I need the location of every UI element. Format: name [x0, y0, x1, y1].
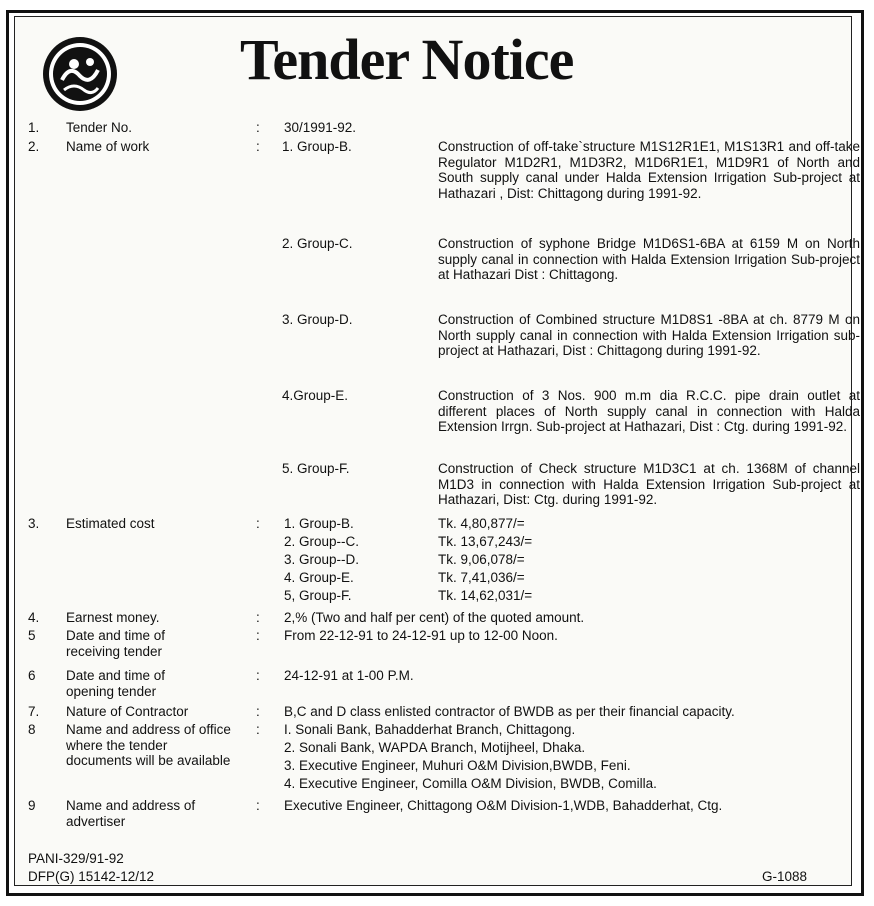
cost-amount: Tk. 9,06,078/= — [438, 552, 525, 567]
item-number: 7. — [28, 704, 40, 719]
office-address: 4. Executive Engineer, Comilla O&M Division, BWDB, Comilla. — [284, 776, 657, 791]
colon: : — [256, 668, 260, 683]
advertiser-value: Executive Engineer, Chittagong O&M Division-1,WDB, Bahadderhat, Ctg. — [284, 798, 723, 813]
colon: : — [256, 704, 260, 719]
cost-amount: Tk. 14,62,031/= — [438, 588, 533, 603]
item-number: 9 — [28, 798, 36, 813]
item-number: 3. — [28, 516, 40, 531]
item-label: Name of work — [66, 139, 150, 154]
work-description: Construction of syphone Bridge M1D6S1-6BA at 6159 M on North supply canal in connection with Halda Extension Irrigation Sub-project at Hathazari Dist : Chittagong. — [438, 236, 860, 282]
item-label: Nature of Contractor — [66, 704, 189, 719]
cost-group: 5, Group-F. — [284, 588, 352, 603]
work-description: Construction of Combined structure M1D8S1 -8BA at ch. 8779 M on North supply canal in connection with Halda Extension Irrigation sub-project at Hathazari, Dist : Chittagong during 1991-92. — [438, 312, 860, 358]
cost-group: 2. Group--C. — [284, 534, 360, 549]
cost-group: 4. Group-E. — [284, 570, 354, 585]
colon: : — [256, 120, 260, 135]
colon: : — [256, 798, 260, 813]
colon: : — [256, 139, 260, 154]
colon: : — [256, 610, 260, 625]
cost-amount: Tk. 7,41,036/= — [438, 570, 525, 585]
ad-code: G-1088 — [762, 869, 808, 884]
contractor-value: B,C and D class enlisted contractor of BWDB as per their financial capacity. — [284, 704, 735, 719]
work-group: 4.Group-E. — [282, 388, 349, 403]
tender-number-value: 30/1991-92. — [284, 120, 357, 135]
work-description: Construction of 3 Nos. 900 m.m dia R.C.C. pipe drain outlet at different places of North supply canal in connection with Halda Extension Irrgn. Sub-project at Hathazari, Dist : Ctg. during 1991-92. — [438, 388, 860, 434]
colon: : — [256, 722, 260, 737]
work-description: Construction of Check structure M1D3C1 at ch. 1368M of channel M1D3 in connection with Halda Extension Irrigation Sub-project at Hathazari, Dist: Ctg. during 1991-92. — [438, 461, 860, 507]
colon: : — [256, 516, 260, 531]
item-number: 4. — [28, 610, 40, 625]
item-label: Earnest money. — [66, 610, 160, 625]
earnest-money-value: 2,% (Two and half per cent) of the quoted amount. — [284, 610, 585, 625]
item-label: Name and address of office where the tender documents will be available — [66, 722, 231, 768]
work-description: Construction of off-take`structure M1S12R1E1, M1S13R1 and off-take Regulator M1D2R1, M1D3R2, M1D6R1E1, M1D9R1 of North and South supply canal under Halda Extension Irrigation Sub-project at Hathazari , Dist: Chittagong during 1991-92. — [438, 139, 860, 201]
work-group: 1. Group-B. — [282, 139, 352, 154]
office-address: 3. Executive Engineer, Muhuri O&M Division,BWDB, Feni. — [284, 758, 631, 773]
work-group: 3. Group-D. — [282, 312, 353, 327]
bwdb-emblem-icon — [40, 34, 120, 114]
colon: : — [256, 628, 260, 643]
cost-amount: Tk. 13,67,243/= — [438, 534, 533, 549]
item-label: Date and time of receiving tender — [66, 628, 166, 659]
cost-group: 1. Group-B. — [284, 516, 354, 531]
reference-number: DFP(G) 15142-12/12 — [28, 869, 155, 884]
item-label: Tender No. — [66, 120, 133, 135]
receiving-date-value: From 22-12-91 to 24-12-91 up to 12-00 Noon. — [284, 628, 558, 643]
item-number: 5 — [28, 628, 36, 643]
page-title: Tender Notice — [240, 27, 574, 92]
item-label: Estimated cost — [66, 516, 155, 531]
office-address: I. Sonali Bank, Bahadderhat Branch, Chittagong. — [284, 722, 576, 737]
item-label: Name and address of advertiser — [66, 798, 196, 829]
office-address: 2. Sonali Bank, WAPDA Branch, Motijheel, Dhaka. — [284, 740, 586, 755]
item-number: 1. — [28, 120, 40, 135]
work-group: 5. Group-F. — [282, 461, 350, 476]
cost-group: 3. Group--D. — [284, 552, 360, 567]
work-group: 2. Group-C. — [282, 236, 353, 251]
item-number: 6 — [28, 668, 36, 683]
item-number: 2. — [28, 139, 40, 154]
item-label: Date and time of opening tender — [66, 668, 166, 699]
reference-number: PANI-329/91-92 — [28, 851, 124, 866]
item-number: 8 — [28, 722, 36, 737]
opening-date-value: 24-12-91 at 1-00 P.M. — [284, 668, 414, 683]
cost-amount: Tk. 4,80,877/= — [438, 516, 525, 531]
